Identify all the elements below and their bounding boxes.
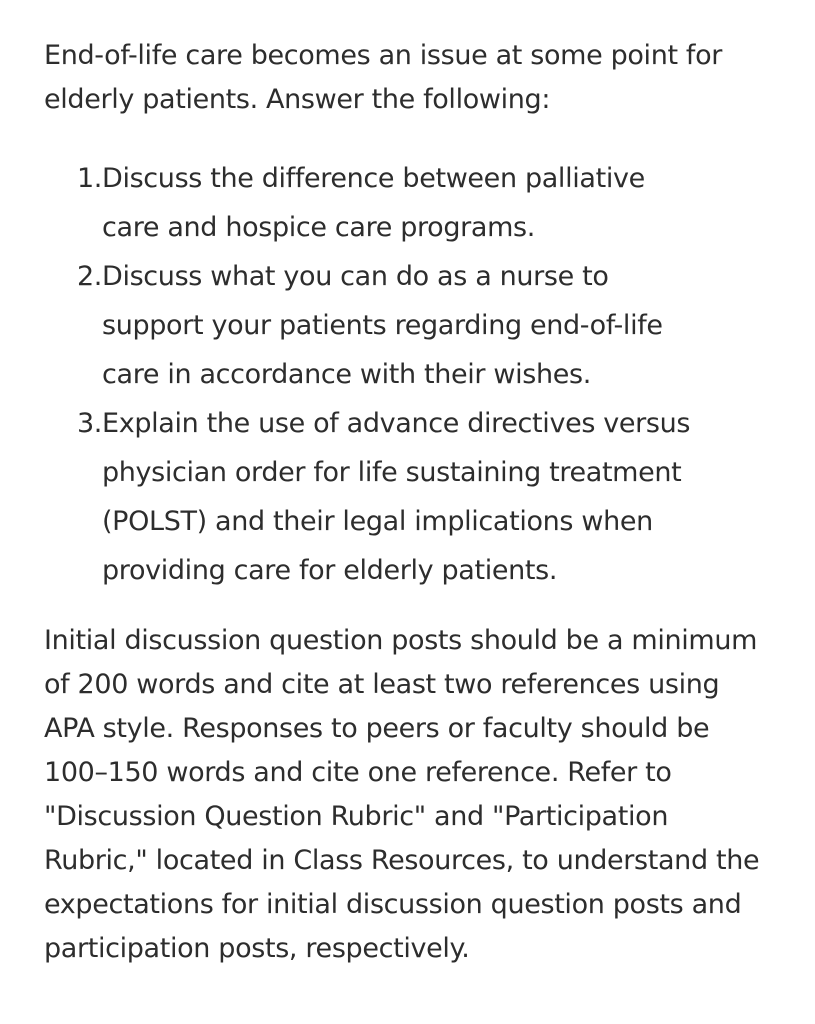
question-number: 1. [76,163,102,194]
question-line: care in accordance with their wishes. [102,359,591,390]
question-number: 2. [76,261,102,292]
question-item [44,154,775,252]
posting-instructions-paragraph: Initial discussion question posts should be a minimum of 200 words and cite at least two references using APA style. Responses to peers or faculty should be 100–150 words and cite one reference. Refer to "Discussion Question Rubric" and "Participation Rubric," located in Class Resources, to understand the expectations for initial discussion question posts and participation posts, respectively. [44,625,760,964]
question-text [102,154,742,252]
question-line: physician order for life sustaining treatment [102,457,682,488]
question-text [102,399,742,595]
question-line: Explain the use of advance directives versus [102,408,691,439]
question-line: providing care for elderly patients. [102,555,558,586]
question-text [102,252,742,399]
question-number: 3. [76,408,102,439]
question-item [44,252,775,399]
question-line: Discuss the difference between palliative [102,163,645,194]
question-line: Discuss what you can do as a nurse to [102,261,609,292]
question-line: care and hospice care programs. [102,212,535,243]
question-item [44,399,775,595]
question-line: (POLST) and their legal implications when [102,506,653,537]
question-line: support your patients regarding end-of-life [102,310,663,341]
question-list [44,154,775,595]
intro-paragraph: End-of-life care becomes an issue at some point for elderly patients. Answer the following: [44,40,723,115]
